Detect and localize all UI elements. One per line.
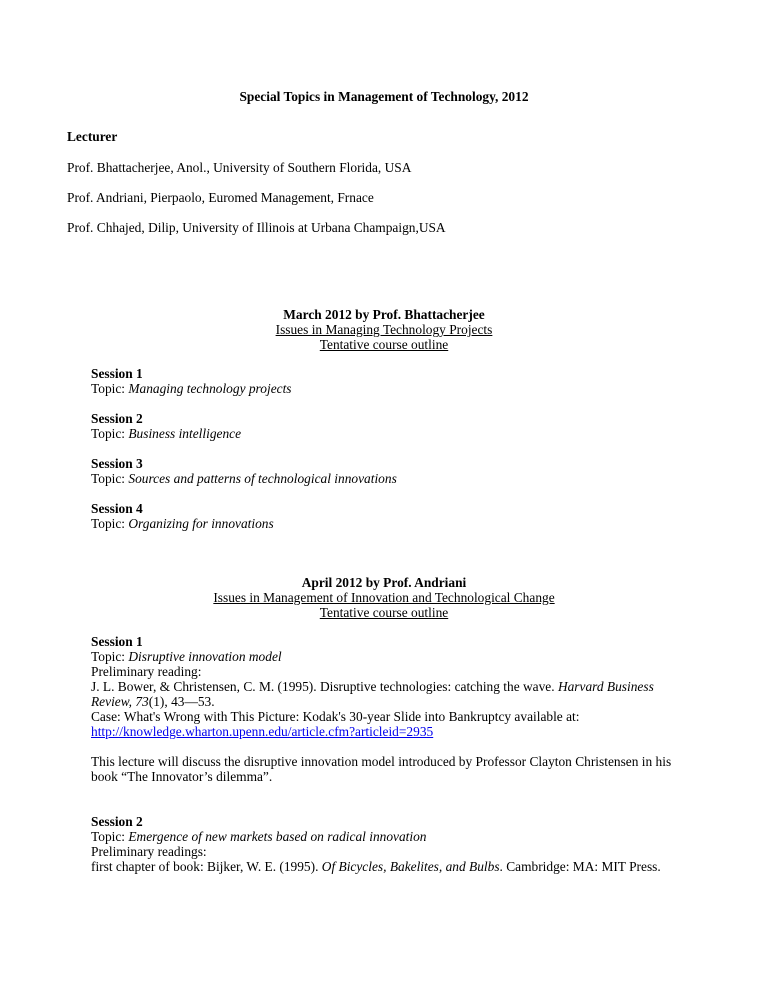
session-topic: Topic: Managing technology projects	[91, 381, 292, 396]
session-topic: Topic: Disruptive innovation model	[91, 649, 282, 664]
lecturer-heading: Lecturer	[67, 129, 118, 144]
session-label: Session 3	[91, 456, 143, 471]
reading-label: Preliminary reading:	[91, 664, 202, 679]
session-topic: Topic: Business intelligence	[91, 426, 242, 441]
page-title: Special Topics in Management of Technology, 2012	[239, 89, 529, 104]
session-label: Session 2	[91, 814, 143, 829]
april-session-1	[91, 634, 691, 739]
discussion-text: This lecture will discuss the disruptive innovation model introduced by Professor Clayton Christensen in his book “The Innovator’s dilemma”.	[91, 754, 672, 784]
wharton-article-link[interactable]: http://knowledge.wharton.upenn.edu/article.cfm?articleid=2935	[91, 724, 434, 739]
lecturer-2: Prof. Andriani, Pierpaolo, Euromed Management, Frnace	[67, 190, 374, 205]
april-course-title: Issues in Management of Innovation and Technological Change	[213, 590, 555, 605]
session-label: Session 4	[91, 501, 143, 516]
march-heading: March 2012 by Prof. Bhattacherjee	[283, 307, 485, 322]
session-topic: Topic: Sources and patterns of technological innovations	[91, 471, 397, 486]
april-session-2	[91, 814, 691, 874]
april-heading: April 2012 by Prof. Andriani	[301, 575, 467, 590]
march-course-title: Issues in Managing Technology Projects	[275, 322, 493, 337]
march-outline-label: Tentative course outline	[319, 337, 449, 352]
reading-reference: J. L. Bower, & Christensen, C. M. (1995). Disruptive technologies: catching the wave. Harvard Business Review, 73(1), 43—53.	[91, 679, 654, 709]
reading-label: Preliminary readings:	[91, 844, 207, 859]
case-text: Case: What's Wrong with This Picture: Kodak's 30-year Slide into Bankruptcy available at:	[91, 709, 580, 724]
march-session-3	[91, 456, 397, 486]
march-session-1	[91, 366, 292, 396]
april-outline-label: Tentative course outline	[319, 605, 449, 620]
reading-reference: first chapter of book: Bijker, W. E. (1995). Of Bicycles, Bakelites, and Bulbs. Cambridge: MA: MIT Press.	[91, 859, 661, 874]
march-session-2	[91, 411, 241, 441]
session-label: Session 1	[91, 366, 143, 381]
session-label: Session 1	[91, 634, 143, 649]
lecturer-3: Prof. Chhajed, Dilip, University of Illinois at Urbana Champaign,USA	[67, 220, 446, 235]
april-session-1-discussion	[91, 754, 691, 784]
session-topic: Topic: Emergence of new markets based on radical innovation	[91, 829, 427, 844]
session-topic: Topic: Organizing for innovations	[91, 516, 274, 531]
session-label: Session 2	[91, 411, 143, 426]
march-session-4	[91, 501, 274, 531]
lecturer-1: Prof. Bhattacherjee, Anol., University of Southern Florida, USA	[67, 160, 412, 175]
